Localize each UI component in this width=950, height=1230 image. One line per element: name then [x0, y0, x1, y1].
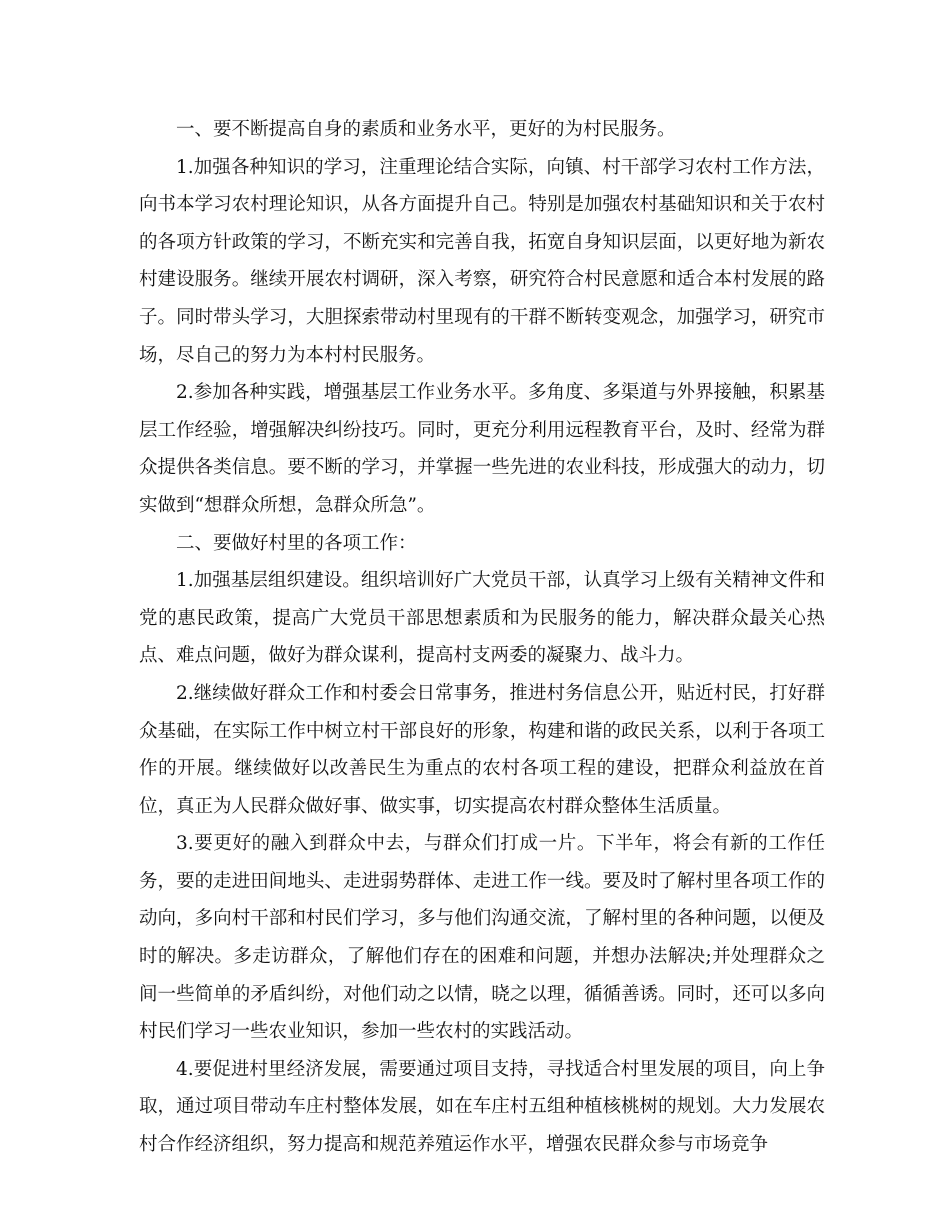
document-body [139, 111, 825, 1164]
paragraph-2-2: 2.继续做好群众工作和村委会日常事务，推进村务信息公开，贴近村民，打好群众基础，在实际工作中树立村干部良好的形象，构建和谐的政民关系，以利于各项工作的开展。继续做好以改善民生为重点的农村各项工程的建设，把群众利益放在首位，真正为人民群众做好事、做实事，切实提高农村群众整体生活质量。 [139, 682, 825, 817]
section-heading-2: 二、要做好村里的各项工作： [176, 532, 417, 554]
paragraph-1-2: 2.参加各种实践，增强基层工作业务水平。多角度、多渠道与外界接触，积累基层工作经验，增强解决纠纷技巧。同时，更充分利用远程教育平台，及时、经常为群众提供各类信息。要不断的学习，并掌握一些先进的农业科技，形成强大的动力，切实做到“想群众所想，急群众所急”。 [139, 382, 825, 516]
paragraph-1-1: 1.加强各种知识的学习，注重理论结合实际，向镇、村干部学习农村工作方法，向书本学习农村理论知识，从各方面提升自己。特别是加强农村基础知识和关于农村的各项方针政策的学习，不断充实和完善自我，拓宽自身知识层面，以更好地为新农村建设服务。继续开展农村调研，深入考察，研究符合村民意愿和适合本村发展的路子。同时带头学习，大胆探索带动村里现有的干群不断转变观念，加强学习，研究市场，尽自己的努力为本村村民服务。 [139, 156, 825, 366]
paragraph-2-3: 3.要更好的融入到群众中去，与群众们打成一片。下半年，将会有新的工作任务，要的走进田间地头、走进弱势群体、走进工作一线。要及时了解村里各项工作的动向，多向村干部和村民们学习，多与他们沟通交流，了解村里的各种问题，以便及时的解决。多走访群众，了解他们存在的困难和问题，并想办法解决;并处理群众之间一些简单的矛盾纠纷，对他们动之以情，晓之以理，循循善诱。同时，还可以多向村民们学习一些农业知识，参加一些农村的实践活动。 [139, 833, 825, 1043]
section-heading-1: 一、要不断提高自身的素质和业务水平，更好的为村民服务。 [176, 119, 676, 140]
paragraph-2-1: 1.加强基层组织建设。组织培训好广大党员干部，认真学习上级有关精神文件和党的惠民政策，提高广大党员干部思想素质和为民服务的能力，解决群众最关心热点、难点问题，做好为群众谋利，提高村支两委的凝聚力、战斗力。 [139, 570, 825, 667]
paragraph-2-4: 4.要促进村里经济发展，需要通过项目支持，寻找适合村里发展的项目，向上争取，通过项目带动车庄村整体发展，如在车庄村五组种植核桃树的规划。大力发展农村合作经济组织，努力提高和规范养殖运作水平，增强农民群众参与市场竞争 [139, 1058, 825, 1156]
